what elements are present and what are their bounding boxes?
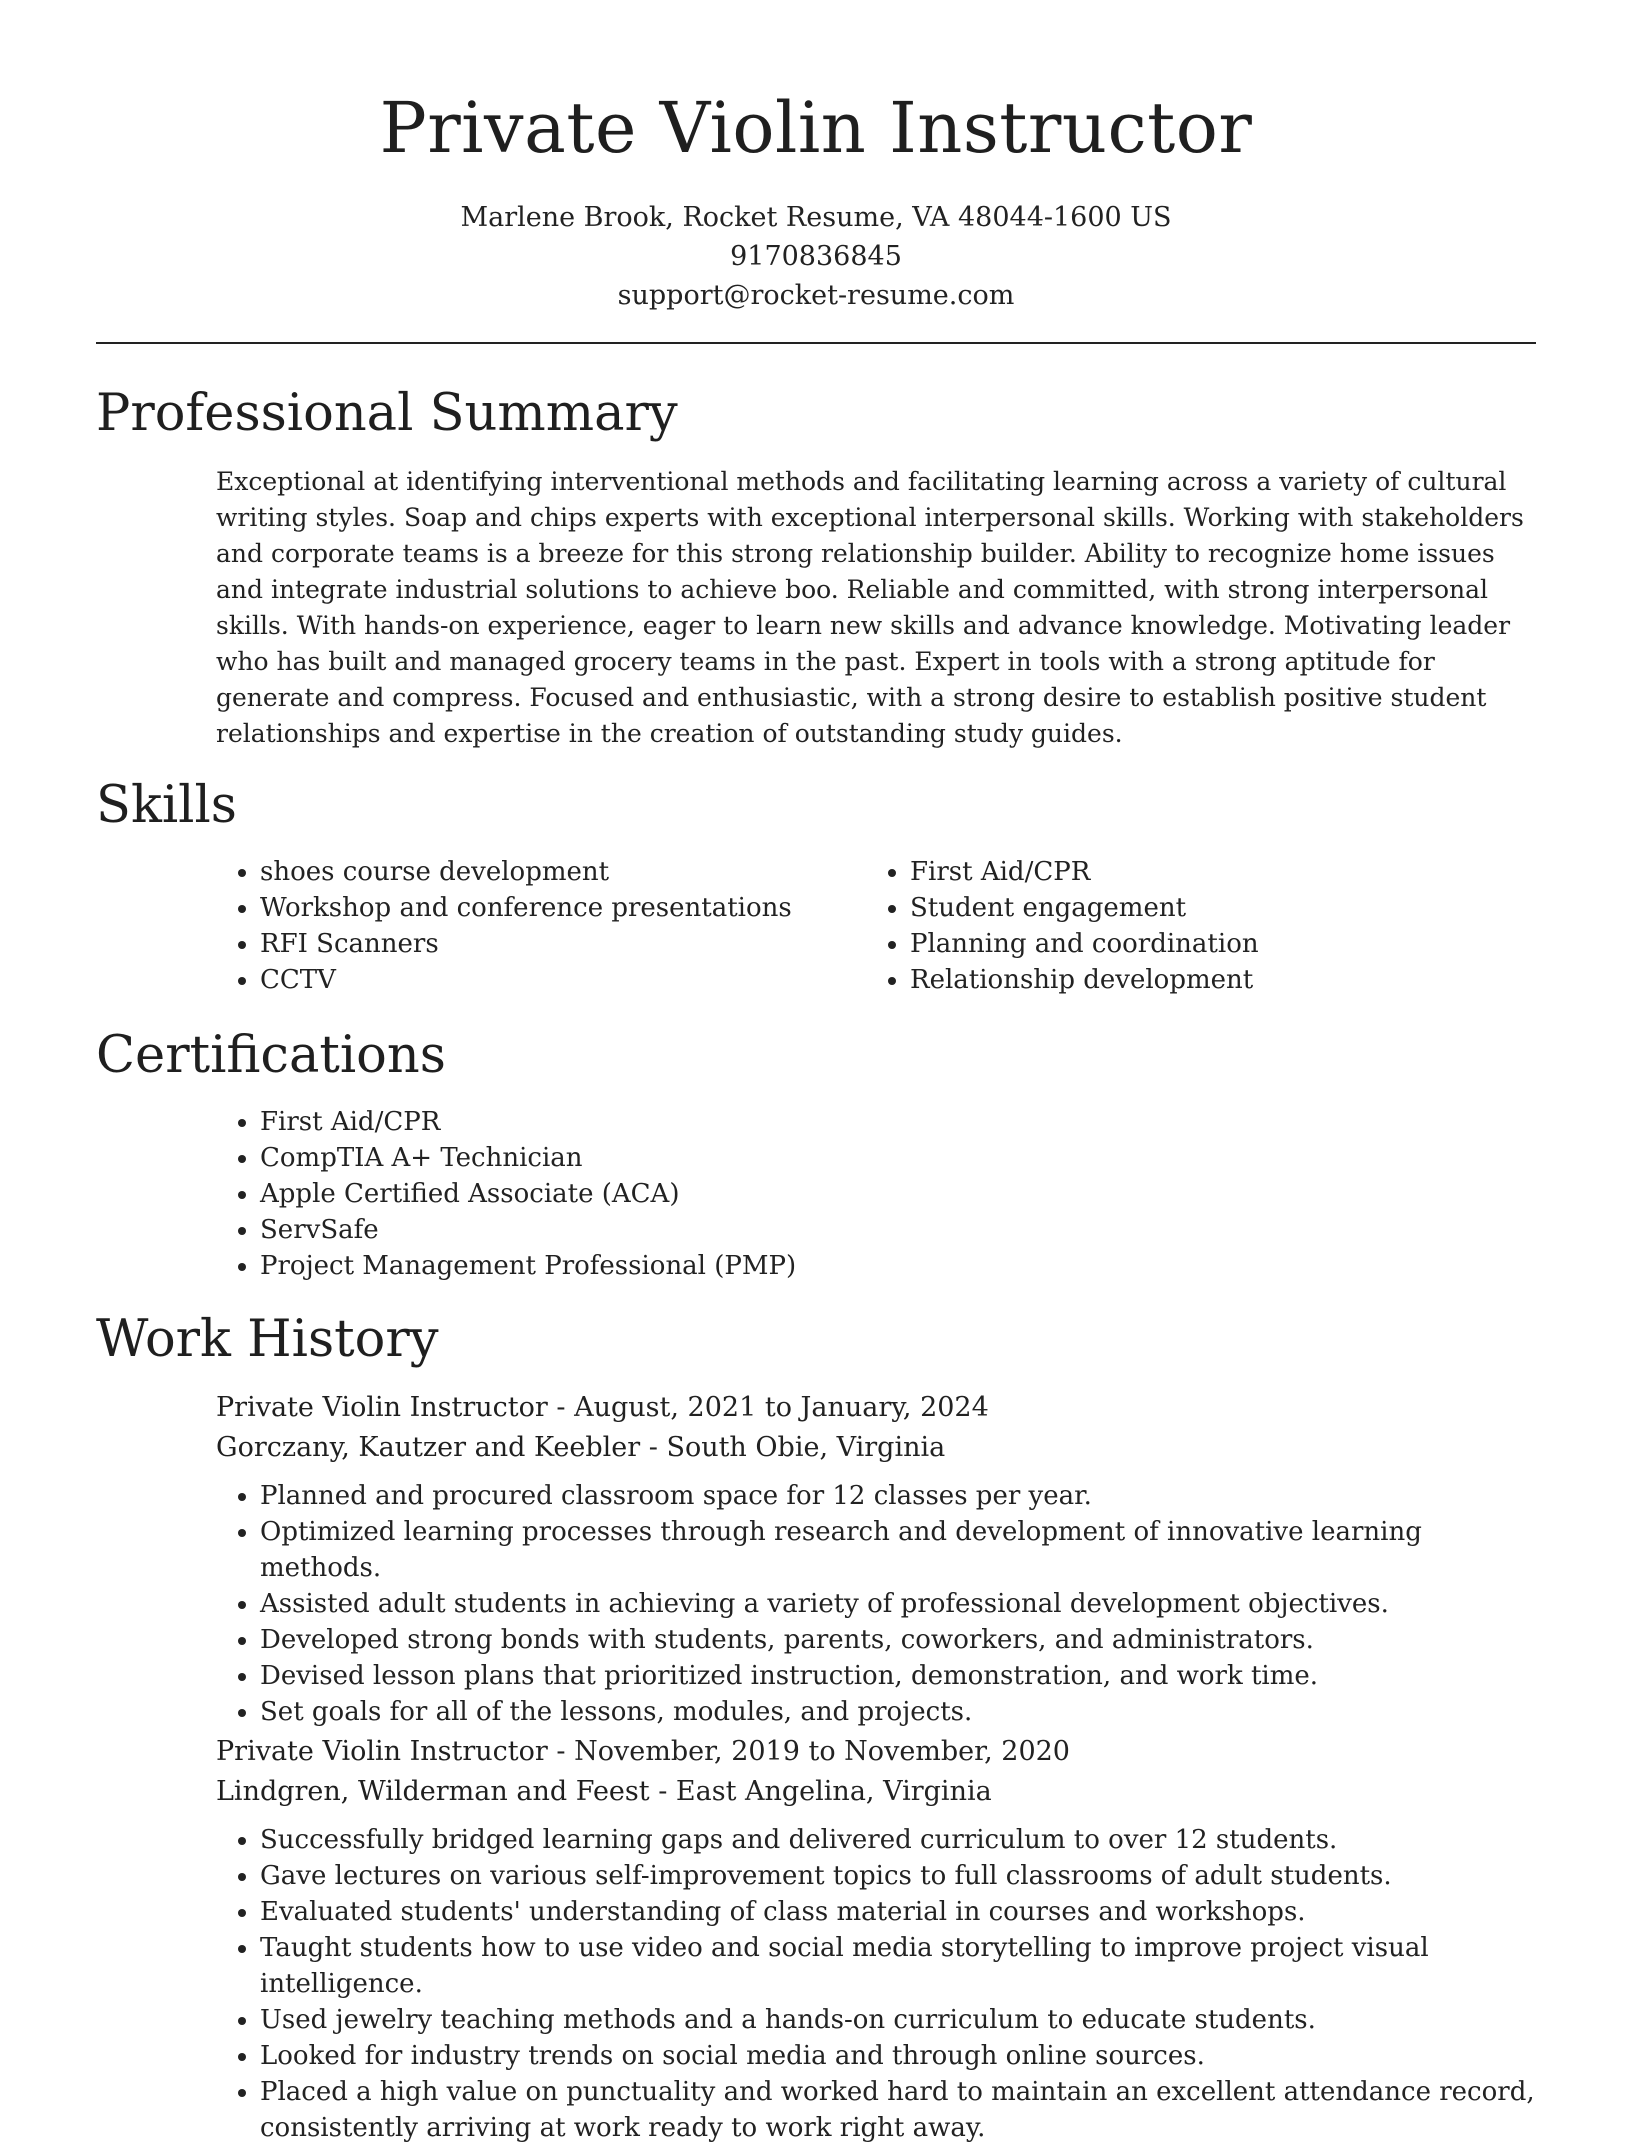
section-title-skills: Skills xyxy=(96,776,237,835)
job-location: - East Angelina, Virginia xyxy=(649,1776,992,1807)
job-bullets xyxy=(216,1478,1536,1730)
job-entry xyxy=(216,1388,1536,1730)
skill-item: • RFI Scanners xyxy=(260,926,816,962)
skill-item: • Planning and coordination xyxy=(910,926,1466,962)
skill-item: • Student engagement xyxy=(910,890,1466,926)
certification-item: • First Aid/CPR xyxy=(260,1104,1536,1140)
job-company: Gorczany, Kautzer and Keebler xyxy=(216,1432,641,1463)
section-title-work-history: Work History xyxy=(96,1310,439,1369)
certification-item: • Project Management Professional (PMP) xyxy=(260,1248,1536,1284)
skills-list-left xyxy=(216,854,816,998)
certifications-list xyxy=(216,1104,1536,1284)
skills-list-right xyxy=(866,854,1466,998)
skill-item: • shoes course development xyxy=(260,854,816,890)
resume-title: Private Violin Instructor xyxy=(379,87,1253,169)
contact-email: support@rocket-resume.com xyxy=(617,280,1015,311)
job-company: Lindgren, Wilderman and Feest xyxy=(216,1776,650,1807)
job-entry xyxy=(216,1732,1536,2146)
job-bullet: • Successfully bridged learning gaps and delivered curriculum to over 12 students. xyxy=(260,1822,1536,1858)
skill-item: • CCTV xyxy=(260,962,816,998)
contact-info xyxy=(0,198,1632,315)
job-bullet: • Looked for industry trends on social media and through online sources. xyxy=(260,2038,1536,2074)
job-title: Private Violin Instructor xyxy=(216,1392,548,1423)
section-title-certifications: Certifications xyxy=(96,1026,446,1085)
job-bullet: • Assisted adult students in achieving a variety of professional development objectives. xyxy=(260,1586,1536,1622)
job-company-line xyxy=(216,1428,1536,1468)
skill-item: • Workshop and conference presentations xyxy=(260,890,816,926)
resume-header xyxy=(0,0,1632,315)
job-bullet: • Devised lesson plans that prioritized instruction, demonstration, and work time. xyxy=(260,1658,1536,1694)
job-bullet: • Taught students how to use video and social media storytelling to improve project visual intelligence. xyxy=(260,1930,1536,2002)
job-bullet: • Gave lectures on various self-improvement topics to full classrooms of adult students. xyxy=(260,1858,1536,1894)
job-location: - South Obie, Virginia xyxy=(640,1432,946,1463)
job-bullet: • Developed strong bonds with students, parents, coworkers, and administrators. xyxy=(260,1622,1536,1658)
contact-address: Marlene Brook, Rocket Resume, VA 48044-1600 US xyxy=(460,202,1172,233)
certification-item: • Apple Certified Associate (ACA) xyxy=(260,1176,1536,1212)
contact-phone: 9170836845 xyxy=(730,241,902,272)
job-bullet: • Evaluated students' understanding of class material in courses and workshops. xyxy=(260,1894,1536,1930)
section-title-summary: Professional Summary xyxy=(96,384,678,443)
job-bullets xyxy=(216,1822,1536,2146)
job-bullet: • Placed a high value on punctuality and worked hard to maintain an excellent attendance record, consistently arriving at work ready to work right away. xyxy=(260,2074,1536,2146)
summary-text: Exceptional at identifying interventional methods and facilitating learning across a variety of cultural writing styles. Soap and chips experts with exceptional interpersonal skills. Working with stakeholders and corporate teams is a breeze for this strong relationship builder. Ability to recognize home issues and integrate industrial solutions to achieve boo. Reliable and committed, with strong interpersonal skills. With hands-on experience, eager to learn new skills and advance knowledge. Motivating leader who has built and managed grocery teams in the past. Expert in tools with a strong aptitude for generate and compress. Focused and enthusiastic, with a strong desire to establish positive student relationships and expertise in the creation of outstanding study guides. xyxy=(216,467,1524,748)
certification-item: • CompTIA A+ Technician xyxy=(260,1140,1536,1176)
skill-item: • First Aid/CPR xyxy=(910,854,1466,890)
skill-item: • Relationship development xyxy=(910,962,1466,998)
job-company-line xyxy=(216,1772,1536,1812)
job-title-line xyxy=(216,1388,1536,1428)
header-divider xyxy=(96,342,1536,344)
certification-item: • ServSafe xyxy=(260,1212,1536,1248)
job-title: Private Violin Instructor xyxy=(216,1736,548,1767)
job-bullet: • Optimized learning processes through research and development of innovative learning methods. xyxy=(260,1514,1536,1586)
job-bullet: • Set goals for all of the lessons, modules, and projects. xyxy=(260,1694,1536,1730)
job-dates: - November, 2019 to November, 2020 xyxy=(547,1736,1070,1767)
job-title-line xyxy=(216,1732,1536,1772)
job-bullet: • Used jewelry teaching methods and a hands-on curriculum to educate students. xyxy=(260,2002,1536,2038)
job-bullet: • Planned and procured classroom space for 12 classes per year. xyxy=(260,1478,1536,1514)
job-dates: - August, 2021 to January, 2024 xyxy=(547,1392,989,1423)
